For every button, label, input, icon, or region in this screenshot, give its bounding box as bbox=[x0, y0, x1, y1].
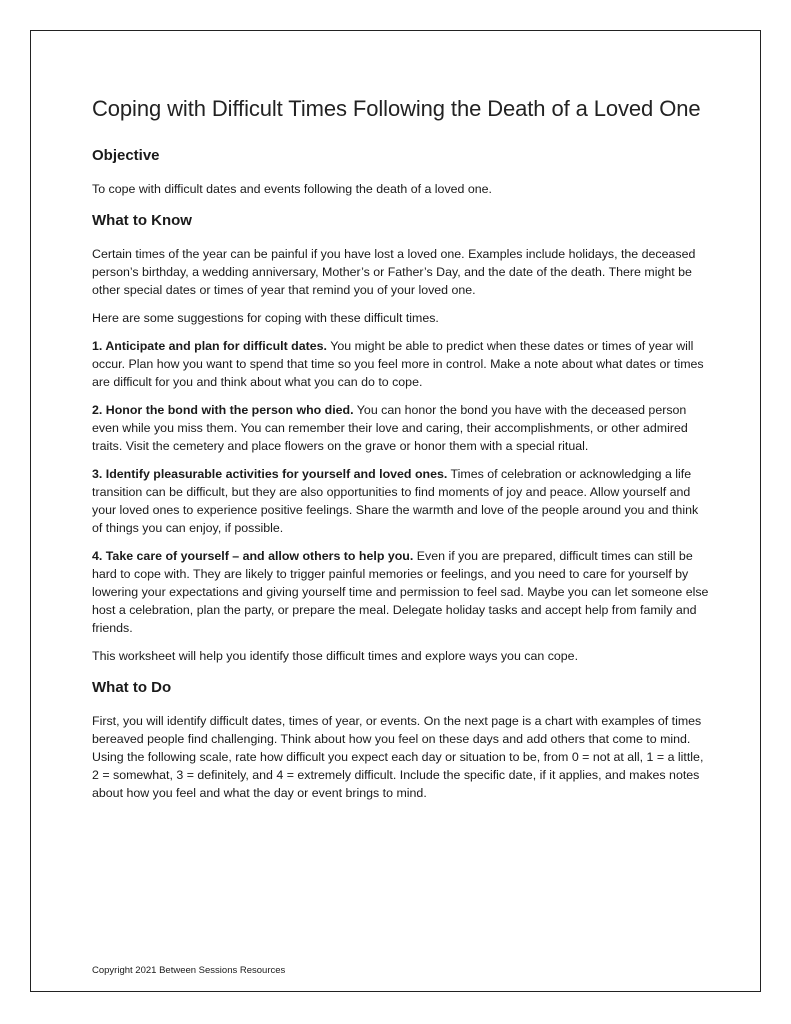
what-to-do-text: First, you will identify difficult dates, times of year, or events. On the next page is a chart with examples of times bereaved people find challenging. Think about how you feel on these days and add others that come to mind. Using the following scale, rate how difficult you expect each day or situation to be, from 0 = not at all, 1 = a little, 2 = somewhat, 3 = definitely, and 4 = extremely difficult. Include the specific date, if it applies, and makes notes about how you feel and what the day or event brings to mind. bbox=[92, 714, 704, 800]
objective-heading: Objective bbox=[92, 147, 160, 164]
what-to-know-closing: This worksheet will help you identify those difficult times and explore ways you can cope. bbox=[92, 649, 579, 663]
tip-paragraph bbox=[92, 337, 710, 391]
page-title: Coping with Difficult Times Following the Death of a Loved One bbox=[92, 96, 701, 121]
copyright-footer: Copyright 2021 Between Sessions Resources bbox=[92, 965, 286, 976]
what-to-know-intro: Certain times of the year can be painful if you have lost a loved one. Examples include holidays, the deceased person’s birthday, a wedding anniversary, Mother’s or Father’s Day, and the date of the death. There might be other special dates or times of year that remind you of your loved one. bbox=[92, 247, 696, 297]
tip-text: You might be able to predict when these dates or times of year will occur. Plan how you want to spend that time so you feel more in control. Make a note about what dates or times are difficult for you and think about what you can do to cope. bbox=[92, 339, 704, 389]
tip-paragraph bbox=[92, 465, 710, 537]
tip-text: Times of celebration or acknowledging a life transition can be difficult, but they are also opportunities to find moments of joy and peace. Allow yourself and your loved ones to experience positive feelings. Share the warmth and love of the people around you and think of things you can enjoy, if possible. bbox=[92, 467, 699, 535]
tip-title: 4. Take care of yourself – and allow others to help you. bbox=[92, 549, 414, 563]
tip-text: You can honor the bond you have with the deceased person even while you miss them. You can remember their love and caring, their accomplishments, or other admired traits. Visit the cemetery and place flowers on the grave or honor them with a special ritual. bbox=[92, 403, 688, 453]
what-to-know-lead: Here are some suggestions for coping with these difficult times. bbox=[92, 311, 439, 325]
worksheet-content bbox=[92, 94, 710, 802]
tip-title: 3. Identify pleasurable activities for yourself and loved ones. bbox=[92, 467, 448, 481]
tip-paragraph bbox=[92, 547, 710, 637]
what-to-know-heading: What to Know bbox=[92, 212, 192, 229]
tip-title: 2. Honor the bond with the person who died. bbox=[92, 403, 354, 417]
tip-text: Even if you are prepared, difficult times can still be hard to cope with. They are likely to trigger painful memories or feelings, and you need to care for yourself by lowering your expectations and giving yourself time and permission to feel sad. Maybe you can let someone else host a celebration, plan the party, or prepare the meal. Delegate holiday tasks and accept help from family and friends. bbox=[92, 549, 709, 635]
tip-title: 1. Anticipate and plan for difficult dates. bbox=[92, 339, 327, 353]
what-to-do-heading: What to Do bbox=[92, 679, 172, 696]
tip-paragraph bbox=[92, 401, 710, 455]
objective-text: To cope with difficult dates and events following the death of a loved one. bbox=[92, 182, 492, 196]
